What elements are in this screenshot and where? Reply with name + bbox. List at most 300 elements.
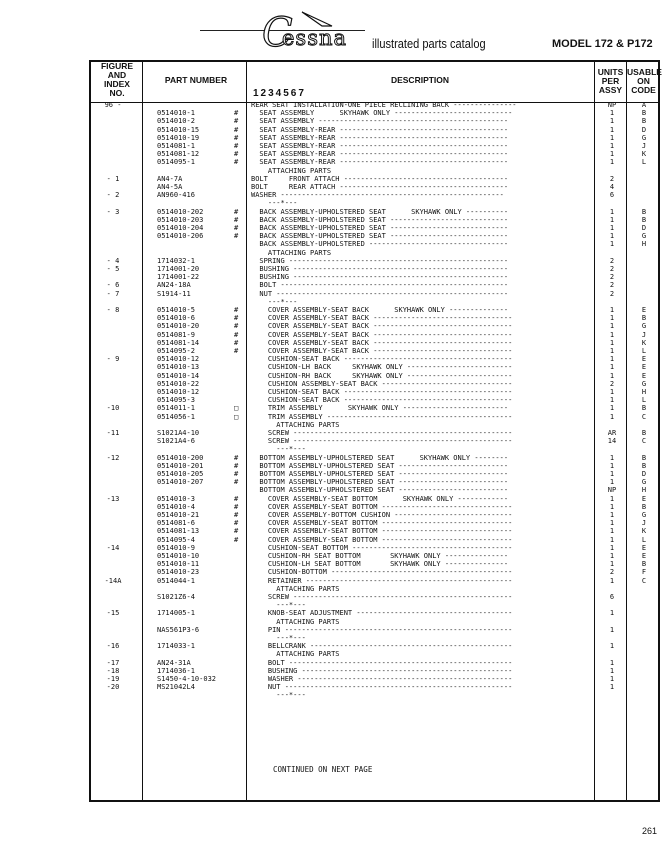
part-marker: # [234,338,239,347]
model-title: MODEL 172 & P172 [552,38,653,50]
usable-code: B [641,314,647,323]
part-marker: # [234,347,239,355]
units-per-assy: 1 [609,609,615,618]
part-number: AN24-31A [157,658,191,667]
units-per-assy: 1 [609,224,615,232]
part-number: 0514095-3 [157,396,195,405]
description: BOTTOM ASSEMBLY-UPHOLSTERED SEAT SKYHAWK ONLY -------- [251,453,509,462]
units-per-assy: 1 [609,347,615,355]
table-row [89,208,660,216]
table-row [89,298,660,306]
description: ---*--- [251,199,298,208]
table-row [89,568,660,576]
part-number: 0514010-12 [157,355,200,364]
usable-code: B [641,207,647,216]
table-row [89,503,660,511]
table-row [89,216,660,224]
usable-code: L [641,347,647,355]
usable-code: C [641,412,647,421]
part-number: 0514010-203 [157,215,204,224]
description: CUSHION-SEAT BACK ---------------------------------------- [251,355,513,364]
units-per-assy: 2 [609,379,615,388]
table-row [89,691,660,699]
table-row [89,257,660,265]
header-figure: FIGURE AND INDEX NO. [100,61,134,98]
table-row [89,117,660,125]
usable-code: L [641,535,647,544]
units-per-assy: 2 [609,281,615,290]
figure-index: - 9 [106,355,120,364]
usable-code: L [641,158,647,167]
table-row [89,593,660,601]
part-number: AN960-416 [157,191,195,200]
units-per-assy: 1 [609,363,615,372]
table-row [89,552,660,560]
description: BOLT FRONT ATTACH --------------------------------------- [251,174,509,183]
part-number: 0514095-2 [157,347,195,355]
description: REAR SEAT INSTALLATION-ONE PIECE RECLINING BACK --------------- [251,101,517,109]
table-row [89,240,660,248]
usable-code: D [641,224,647,232]
description: CUSHION-RH SEAT BOTTOM SKYHAWK ONLY --------------- [251,552,509,560]
units-per-assy: 1 [609,560,615,569]
units-per-assy: 1 [609,675,615,683]
usable-code: A [641,101,647,109]
part-number: 0514010-11 [157,560,200,569]
description: CUSHION-SEAT BACK ---------------------------------------- [251,396,513,405]
table-row [89,396,660,404]
units-per-assy: 1 [609,158,615,167]
part-number: 0514010-20 [157,322,200,331]
table-row [89,224,660,232]
usable-code: J [641,330,647,339]
description: BACK ASSEMBLY-UPHOLSTERED SEAT ---------------------------- [251,215,509,224]
part-number: 0514010-201 [157,461,204,470]
table-row [89,249,660,257]
table-row [89,388,660,396]
table-row [89,413,660,421]
table-row [89,519,660,527]
units-per-assy: 1 [609,109,615,118]
units-per-assy: 1 [609,519,615,528]
table-row [89,601,660,609]
description: ATTACHING PARTS [251,420,340,429]
figure-index: - 6 [106,281,120,290]
part-marker: # [234,502,239,511]
description: SCREW ---------------------------------------------------- [251,593,513,601]
description: BOTTOM ASSEMBLY-UPHOLSTERED SEAT -------------------------- [251,470,509,478]
units-per-assy: 1 [609,133,615,142]
part-number: 0514010-6 [157,314,195,323]
units-per-assy: 1 [609,535,615,544]
units-per-assy: 1 [609,461,615,470]
part-number: 0514010-22 [157,379,200,388]
usable-code: C [641,576,647,585]
page-header [0,0,672,58]
units-per-assy: 1 [609,404,615,413]
units-per-assy: 2 [609,265,615,273]
description: BACK ASSEMBLY-UPHOLSTERED SEAT ---------------------------- [251,232,509,241]
description: COVER ASSEMBLY-SEAT BACK --------------------------------- [251,347,513,355]
table-row [89,495,660,503]
usable-code: H [641,388,647,396]
description: SEAT ASSEMBLY SKYHAWK ONLY ---------------------------- [251,109,513,118]
figure-index: -10 [106,404,120,413]
part-number: AN4-5A [157,183,183,191]
usable-code: K [641,338,647,347]
table-row [89,134,660,142]
table-row [89,363,660,371]
header-usable-code: USABLE ON CODE [627,67,662,95]
table-row [89,109,660,117]
indent-columns: 1234567 [253,88,306,99]
table-row [89,380,660,388]
part-marker: # [234,478,239,487]
table-row [89,667,660,675]
part-number: 0514010-205 [157,470,204,478]
description: CUSHION-BOTTOM ------------------------------------------- [251,568,513,577]
part-number: 1714001-20 [157,265,200,273]
part-number: 0514010-10 [157,552,200,560]
usable-code: G [641,133,647,142]
part-number: 0514081-12 [157,150,200,159]
usable-code: B [641,429,647,437]
usable-code: E [641,363,647,372]
units-per-assy: NP [607,486,617,495]
table-row [89,536,660,544]
description: BOLT ------------------------------------------------------ [251,281,509,290]
part-number: 0514010-9 [157,543,195,552]
description: ---*--- [251,691,306,700]
part-number: 0514056-1 [157,412,195,421]
table-row [89,191,660,199]
units-per-assy: 1 [609,683,615,692]
usable-code: B [641,404,647,413]
figure-index: -12 [106,453,120,462]
table-row [89,437,660,445]
table-row [89,478,660,486]
figure-index: 96 - [104,101,122,109]
part-marker: # [234,314,239,323]
units-per-assy: 1 [609,396,615,405]
header-description: DESCRIPTION [390,75,450,85]
part-marker: # [234,511,239,519]
table-row [89,404,660,412]
figure-index: -14 [106,543,120,552]
table-row [89,355,660,363]
usable-code: E [641,494,647,503]
description: SCREW ---------------------------------------------------- [251,429,513,437]
part-number: 0514010-19 [157,133,200,142]
figure-index: -16 [106,642,120,651]
part-number: 0514010-1 [157,109,195,118]
part-number: 0514010-206 [157,232,204,241]
description: CUSHION-RH BACK SKYHAWK ONLY ------------------------- [251,371,513,380]
units-per-assy: AR [607,429,617,437]
description: NUT ------------------------------------------------------- [251,289,509,298]
description: PIN ------------------------------------------------------ [251,625,513,634]
table-row [89,659,660,667]
description: SPRING ---------------------------------------------------- [251,256,509,265]
figure-index: -14A [104,576,122,585]
usable-code: E [641,552,647,560]
part-number: 1714032-1 [157,256,195,265]
units-per-assy: 1 [609,625,615,634]
part-number: 0514010-13 [157,363,200,372]
description: BUSHING --------------------------------------------------- [251,265,509,273]
description: CUSHION ASSEMBLY-SEAT BACK ------------------------------- [251,379,513,388]
description: SEAT ASSEMBLY --------------------------------------------- [251,117,509,126]
part-number: 1714005-1 [157,609,195,618]
table-row [89,158,660,166]
units-per-assy: 1 [609,150,615,159]
table-row [89,486,660,494]
description: COVER ASSEMBLY-SEAT BACK --------------------------------- [251,338,513,347]
description: COVER ASSEMBLY-SEAT BOTTOM ------------------------------- [251,502,513,511]
table-row [89,347,660,355]
description: SEAT ASSEMBLY-REAR ---------------------------------------- [251,133,509,142]
description: COVER ASSEMBLY-SEAT BACK SKYHAWK ONLY -------------- [251,306,509,314]
part-marker: # [234,494,239,503]
description: BACK ASSEMBLY-UPHOLSTERED --------------------------------- [251,240,509,249]
description: ATTACHING PARTS [251,650,340,659]
usable-code: B [641,502,647,511]
usable-code: B [641,109,647,118]
figure-index: - 1 [106,174,120,183]
units-per-assy: 1 [609,494,615,503]
brand-logo: essna [282,26,348,50]
description: KNOB-SEAT ADJUSTMENT ------------------------------------- [251,609,513,618]
table-row [89,527,660,535]
units-per-assy: 1 [609,306,615,314]
description: TRIM ASSEMBLY SKYHAWK ONLY ------------------------- [251,404,509,413]
usable-code: L [641,396,647,405]
table-row [89,560,660,568]
description: SCREW ---------------------------------------------------- [251,437,513,446]
units-per-assy: 1 [609,142,615,150]
description: WASHER --------------------------------------------------- [251,675,513,683]
table-row [89,675,660,683]
units-per-assy: 1 [609,207,615,216]
description: BUSHING --------------------------------------------------- [251,273,509,282]
table-row [89,142,660,150]
usable-code: E [641,371,647,380]
part-number: 0514010-23 [157,568,200,577]
description: ATTACHING PARTS [251,248,332,257]
figure-index: -18 [106,666,120,675]
part-number: 0514095-4 [157,535,195,544]
units-per-assy: 1 [609,666,615,675]
usable-code: J [641,519,647,528]
table-row [89,683,660,691]
table-row [89,421,660,429]
table-row [89,470,660,478]
table-row [89,183,660,191]
description: BELLCRANK ------------------------------------------------ [251,642,513,651]
part-marker: # [234,109,239,118]
part-marker: # [234,125,239,134]
description: BUSHING -------------------------------------------------- [251,666,513,675]
usable-code: D [641,125,647,134]
usable-code: E [641,355,647,364]
part-number: 1714001-22 [157,273,200,282]
units-per-assy: 6 [609,191,615,200]
figure-index: -19 [106,675,120,683]
table-row [89,290,660,298]
continued-note: CONTINUED ON NEXT PAGE [273,765,373,774]
table-row [89,175,660,183]
units-per-assy: 2 [609,256,615,265]
description: ---*--- [251,445,306,454]
figure-index: -13 [106,494,120,503]
table-row [89,626,660,634]
description: BACK ASSEMBLY-UPHOLSTERED SEAT ---------------------------- [251,224,509,232]
part-number: 0514081-13 [157,527,200,536]
part-number: S1021Z6-4 [157,593,195,601]
description: BOLT REAR ATTACH ---------------------------------------- [251,183,509,191]
description: CUSHION-SEAT BACK ---------------------------------------- [251,388,513,396]
part-marker: # [234,158,239,167]
table-row [89,634,660,642]
part-number: 0514010-21 [157,511,200,519]
part-marker: □ [234,412,239,421]
units-per-assy: 1 [609,453,615,462]
part-marker: □ [234,404,239,413]
figure-index: - 8 [106,306,120,314]
part-number: 0514044-1 [157,576,195,585]
usable-code: K [641,527,647,536]
part-marker: # [234,453,239,462]
part-marker: # [234,207,239,216]
figure-index: -20 [106,683,120,692]
part-marker: # [234,322,239,331]
units-per-assy: 1 [609,355,615,364]
table-row [89,101,660,109]
units-per-assy: 1 [609,371,615,380]
description: SEAT ASSEMBLY-REAR ---------------------------------------- [251,150,509,159]
description: NUT ------------------------------------------------------ [251,683,513,692]
table-row [89,167,660,175]
part-number: AN4-7A [157,174,183,183]
usable-code: K [641,150,647,159]
part-marker: # [234,224,239,232]
units-per-assy: 1 [609,527,615,536]
table-row [89,265,660,273]
table-row [89,372,660,380]
units-per-assy: 1 [609,412,615,421]
table-row [89,281,660,289]
description: CUSHION-SEAT BOTTOM -------------------------------------- [251,543,513,552]
part-marker: # [234,142,239,150]
part-marker: # [234,117,239,126]
header-part-number: PART NUMBER [164,75,228,85]
units-per-assy: 1 [609,388,615,396]
part-number: NAS561P3-6 [157,625,200,634]
part-number: MS21042L4 [157,683,195,692]
part-marker: # [234,535,239,544]
usable-code: G [641,478,647,487]
part-marker: # [234,133,239,142]
part-number: 0514081-9 [157,330,195,339]
description: BOLT ----------------------------------------------------- [251,658,513,667]
usable-code: E [641,543,647,552]
part-number: S1021A4-6 [157,437,195,446]
table-row [89,454,660,462]
units-per-assy: 1 [609,215,615,224]
part-marker: # [234,232,239,241]
part-number: 0514010-14 [157,371,200,380]
part-number: 0514095-1 [157,158,195,167]
units-per-assy: 2 [609,289,615,298]
units-per-assy: 1 [609,240,615,249]
part-number: 0514011-1 [157,404,195,413]
units-per-assy: 1 [609,330,615,339]
part-number: 1714036-1 [157,666,195,675]
description: ATTACHING PARTS [251,584,340,593]
table-row [89,331,660,339]
table-row [89,462,660,470]
table-row [89,199,660,207]
table-row [89,306,660,314]
units-per-assy: 2 [609,273,615,282]
part-number: 0514081-1 [157,142,195,150]
units-per-assy: 1 [609,470,615,478]
figure-index: - 4 [106,256,120,265]
units-per-assy: 6 [609,593,615,601]
table-row [89,429,660,437]
part-number: 0514081-14 [157,338,200,347]
units-per-assy: 1 [609,338,615,347]
table-row [89,650,660,658]
part-marker: # [234,150,239,159]
units-per-assy: 1 [609,314,615,323]
usable-code: G [641,232,647,241]
description: BACK ASSEMBLY-UPHOLSTERED SEAT SKYHAWK ONLY ---------- [251,207,509,216]
part-number: S1914-11 [157,289,191,298]
description: SEAT ASSEMBLY-REAR ---------------------------------------- [251,158,509,167]
table-row [89,445,660,453]
usable-code: G [641,379,647,388]
description: COVER ASSEMBLY-SEAT BACK --------------------------------- [251,314,513,323]
part-number: 0514081-6 [157,519,195,528]
table-row [89,273,660,281]
description: COVER ASSEMBLY-SEAT BOTTOM SKYHAWK ONLY ------------ [251,494,509,503]
usable-code: B [641,215,647,224]
header-units: UNITS PER ASSY [597,67,624,95]
table-row [89,126,660,134]
part-marker: # [234,470,239,478]
description: BOTTOM ASSEMBLY-UPHOLSTERED SEAT -------------------------- [251,461,509,470]
part-marker: # [234,330,239,339]
usable-code: E [641,306,647,314]
figure-index: -17 [106,658,120,667]
description: RETAINER ------------------------------------------------- [251,576,513,585]
part-number: 0514010-200 [157,453,204,462]
units-per-assy: 2 [609,568,615,577]
table-row [89,232,660,240]
description: COVER ASSEMBLY-BOTTOM CUSHION ---------------------------- [251,511,513,519]
part-number: S1450-4-10-032 [157,675,217,683]
part-marker: # [234,215,239,224]
figure-index: -15 [106,609,120,618]
usable-code: C [641,437,647,446]
description: ---*--- [251,297,298,306]
units-per-assy: NP [607,101,617,109]
table-row [89,339,660,347]
units-per-assy: 14 [607,437,617,446]
description: ---*--- [251,634,306,642]
part-number: AN24-18A [157,281,191,290]
